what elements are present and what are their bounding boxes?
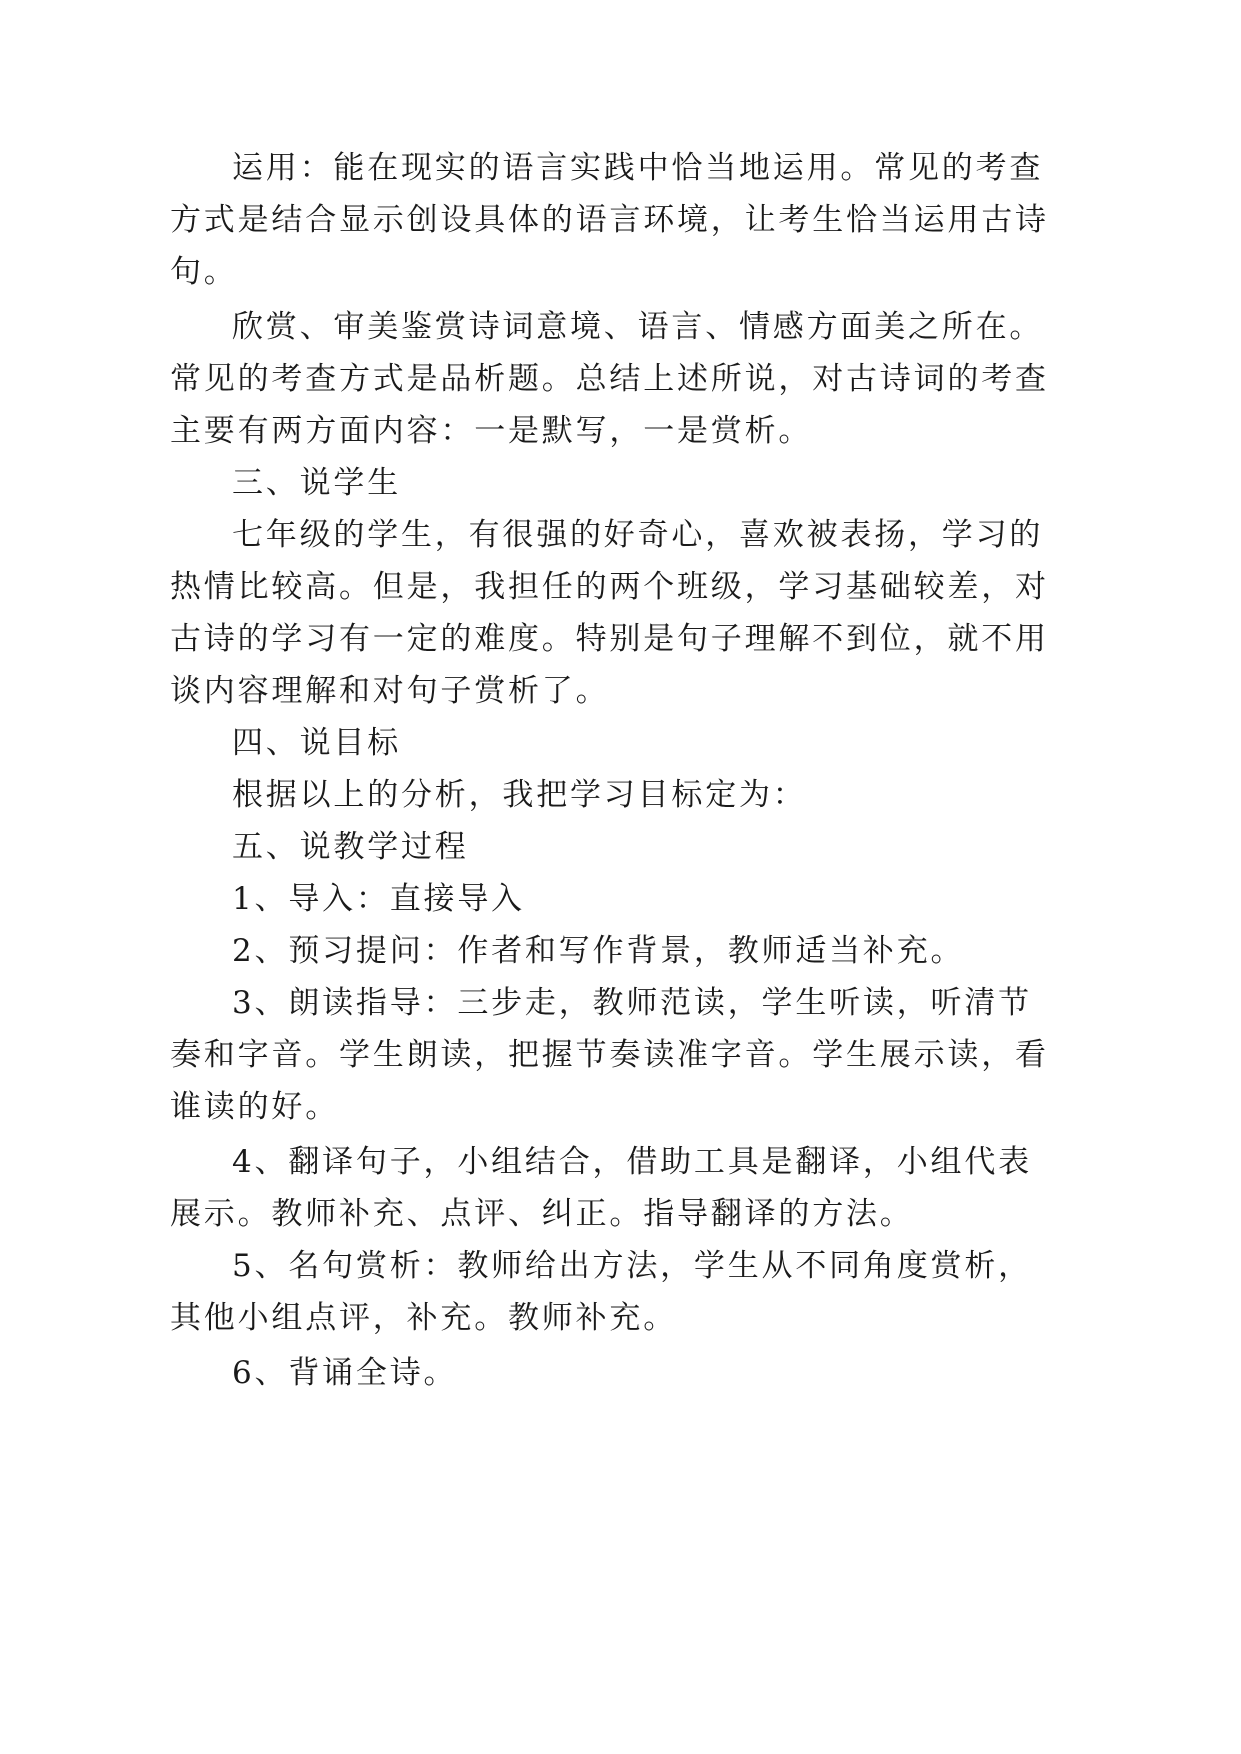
paragraph-1-line-2: 方式是结合显示创设具体的语言环境，让考生恰当运用古诗 bbox=[170, 202, 1049, 238]
process-item-6: 6、背诵全诗。 bbox=[232, 1355, 458, 1391]
section-heading-goals: 四、说目标 bbox=[232, 725, 401, 761]
process-item-1: 1、导入：直接导入 bbox=[232, 881, 525, 917]
paragraph-4-line-2: 热情比较高。但是，我担任的两个班级，学习基础较差，对 bbox=[170, 569, 1049, 605]
section-heading-process: 五、说教学过程 bbox=[232, 829, 469, 865]
paragraph-2-line-3: 主要有两方面内容：一是默写，一是赏析。 bbox=[170, 413, 813, 449]
process-item-5-line-1: 5、名句赏析：教师给出方法，学生从不同角度赏析， bbox=[232, 1248, 1032, 1284]
paragraph-1-line-3: 句。 bbox=[170, 254, 238, 290]
process-item-5-line-2: 其他小组点评，补充。教师补充。 bbox=[170, 1300, 677, 1336]
paragraph-1-line-1: 运用：能在现实的语言实践中恰当地运用。常见的考查 bbox=[232, 150, 1044, 186]
process-item-4-line-2: 展示。教师补充、点评、纠正。指导翻译的方法。 bbox=[170, 1196, 914, 1232]
paragraph-4-line-3: 古诗的学习有一定的难度。特别是句子理解不到位，就不用 bbox=[170, 621, 1049, 657]
process-item-4-line-1: 4、翻译句子，小组结合，借助工具是翻译，小组代表 bbox=[232, 1144, 1032, 1180]
paragraph-2-line-1: 欣赏、审美鉴赏诗词意境、语言、情感方面美之所在。 bbox=[232, 309, 1044, 345]
process-item-2: 2、预习提问：作者和写作背景，教师适当补充。 bbox=[232, 933, 965, 969]
paragraph-4-line-1: 七年级的学生，有很强的好奇心，喜欢被表扬，学习的 bbox=[232, 517, 1044, 553]
process-item-3-line-3: 谁读的好。 bbox=[170, 1089, 339, 1125]
paragraph-6-line-1: 根据以上的分析，我把学习目标定为： bbox=[232, 777, 807, 813]
paragraph-2-line-2: 常见的考查方式是品析题。总结上述所说，对古诗词的考查 bbox=[170, 361, 1049, 397]
section-heading-students: 三、说学生 bbox=[232, 465, 401, 501]
paragraph-4-line-4: 谈内容理解和对句子赏析了。 bbox=[170, 673, 610, 709]
process-item-3-line-2: 奏和字音。学生朗读，把握节奏读准字音。学生展示读，看 bbox=[170, 1037, 1049, 1073]
process-item-3-line-1: 3、朗读指导：三步走，教师范读，学生听读，听清节 bbox=[232, 985, 1032, 1021]
